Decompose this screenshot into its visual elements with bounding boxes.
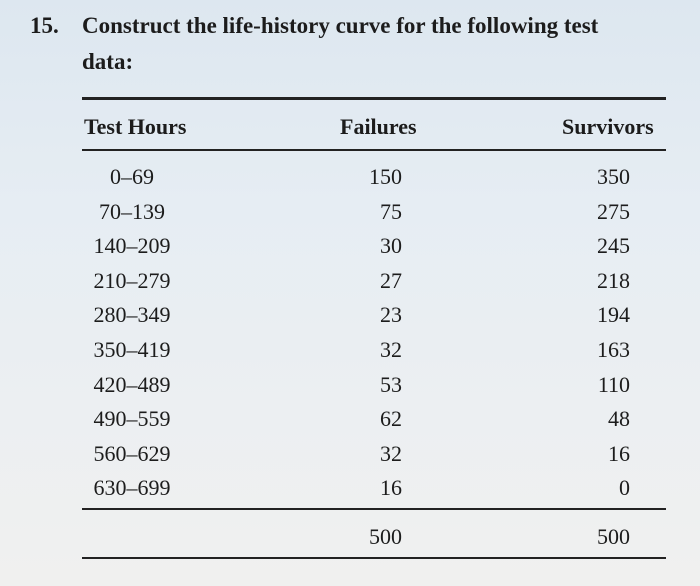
cell-survivors: 16 — [608, 440, 630, 466]
table-row — [0, 160, 700, 195]
table-top-rule — [82, 97, 666, 100]
cell-failures: 53 — [380, 371, 402, 397]
cell-failures: 23 — [380, 302, 402, 328]
column-header-failures: Failures — [340, 114, 417, 139]
cell-survivors: 218 — [597, 267, 630, 293]
table-sum-rule — [82, 508, 666, 510]
column-header-survivors: Survivors — [562, 114, 654, 139]
table-row — [0, 402, 700, 437]
table-row — [0, 195, 700, 230]
cell-survivors: 163 — [597, 336, 630, 362]
table-body — [0, 160, 700, 506]
table-bottom-rule — [82, 557, 666, 559]
cell-failures: 150 — [369, 164, 402, 189]
cell-survivors: 350 — [597, 164, 630, 189]
cell-survivors: 48 — [608, 406, 630, 432]
table-row — [0, 229, 700, 264]
problem-line-1 — [30, 8, 670, 44]
cell-test-hours: 630–699 — [93, 475, 171, 501]
cell-failures: 32 — [380, 336, 402, 362]
cell-survivors: 110 — [597, 371, 630, 397]
problem-text-line-2: data: — [82, 49, 134, 74]
cell-test-hours: 420–489 — [93, 371, 171, 397]
cell-failures: 30 — [380, 233, 402, 259]
table-header-rule — [82, 149, 666, 151]
table-row — [0, 333, 700, 368]
cell-test-hours: 210–279 — [93, 267, 171, 293]
cell-test-hours: 560–629 — [93, 440, 171, 466]
table-row — [0, 264, 700, 299]
cell-test-hours: 0–69 — [110, 164, 154, 189]
cell-failures: 27 — [380, 267, 402, 293]
cell-test-hours: 280–349 — [93, 302, 171, 328]
cell-test-hours: 350–419 — [93, 336, 171, 362]
cell-test-hours: 490–559 — [93, 406, 171, 432]
totals-row — [0, 520, 700, 554]
problem-text-line-1: Construct the life-history curve for the following test — [82, 13, 599, 38]
problem-statement — [30, 8, 670, 80]
cell-failures: 75 — [380, 198, 402, 224]
table-row — [0, 368, 700, 403]
cell-failures: 16 — [380, 475, 402, 501]
column-header-test-hours: Test Hours — [84, 114, 187, 139]
cell-test-hours: 140–209 — [93, 233, 171, 259]
table-row — [0, 298, 700, 333]
cell-test-hours: 70–139 — [99, 198, 165, 224]
total-survivors: 500 — [597, 524, 630, 549]
table-row — [0, 471, 700, 506]
problem-number: 15. — [30, 13, 59, 38]
cell-survivors: 194 — [597, 302, 630, 328]
cell-failures: 62 — [380, 406, 402, 432]
total-failures: 500 — [369, 524, 402, 549]
cell-failures: 32 — [380, 440, 402, 466]
cell-survivors: 245 — [597, 233, 630, 259]
cell-survivors: 0 — [619, 475, 630, 501]
cell-survivors: 275 — [597, 198, 630, 224]
table-row — [0, 437, 700, 472]
